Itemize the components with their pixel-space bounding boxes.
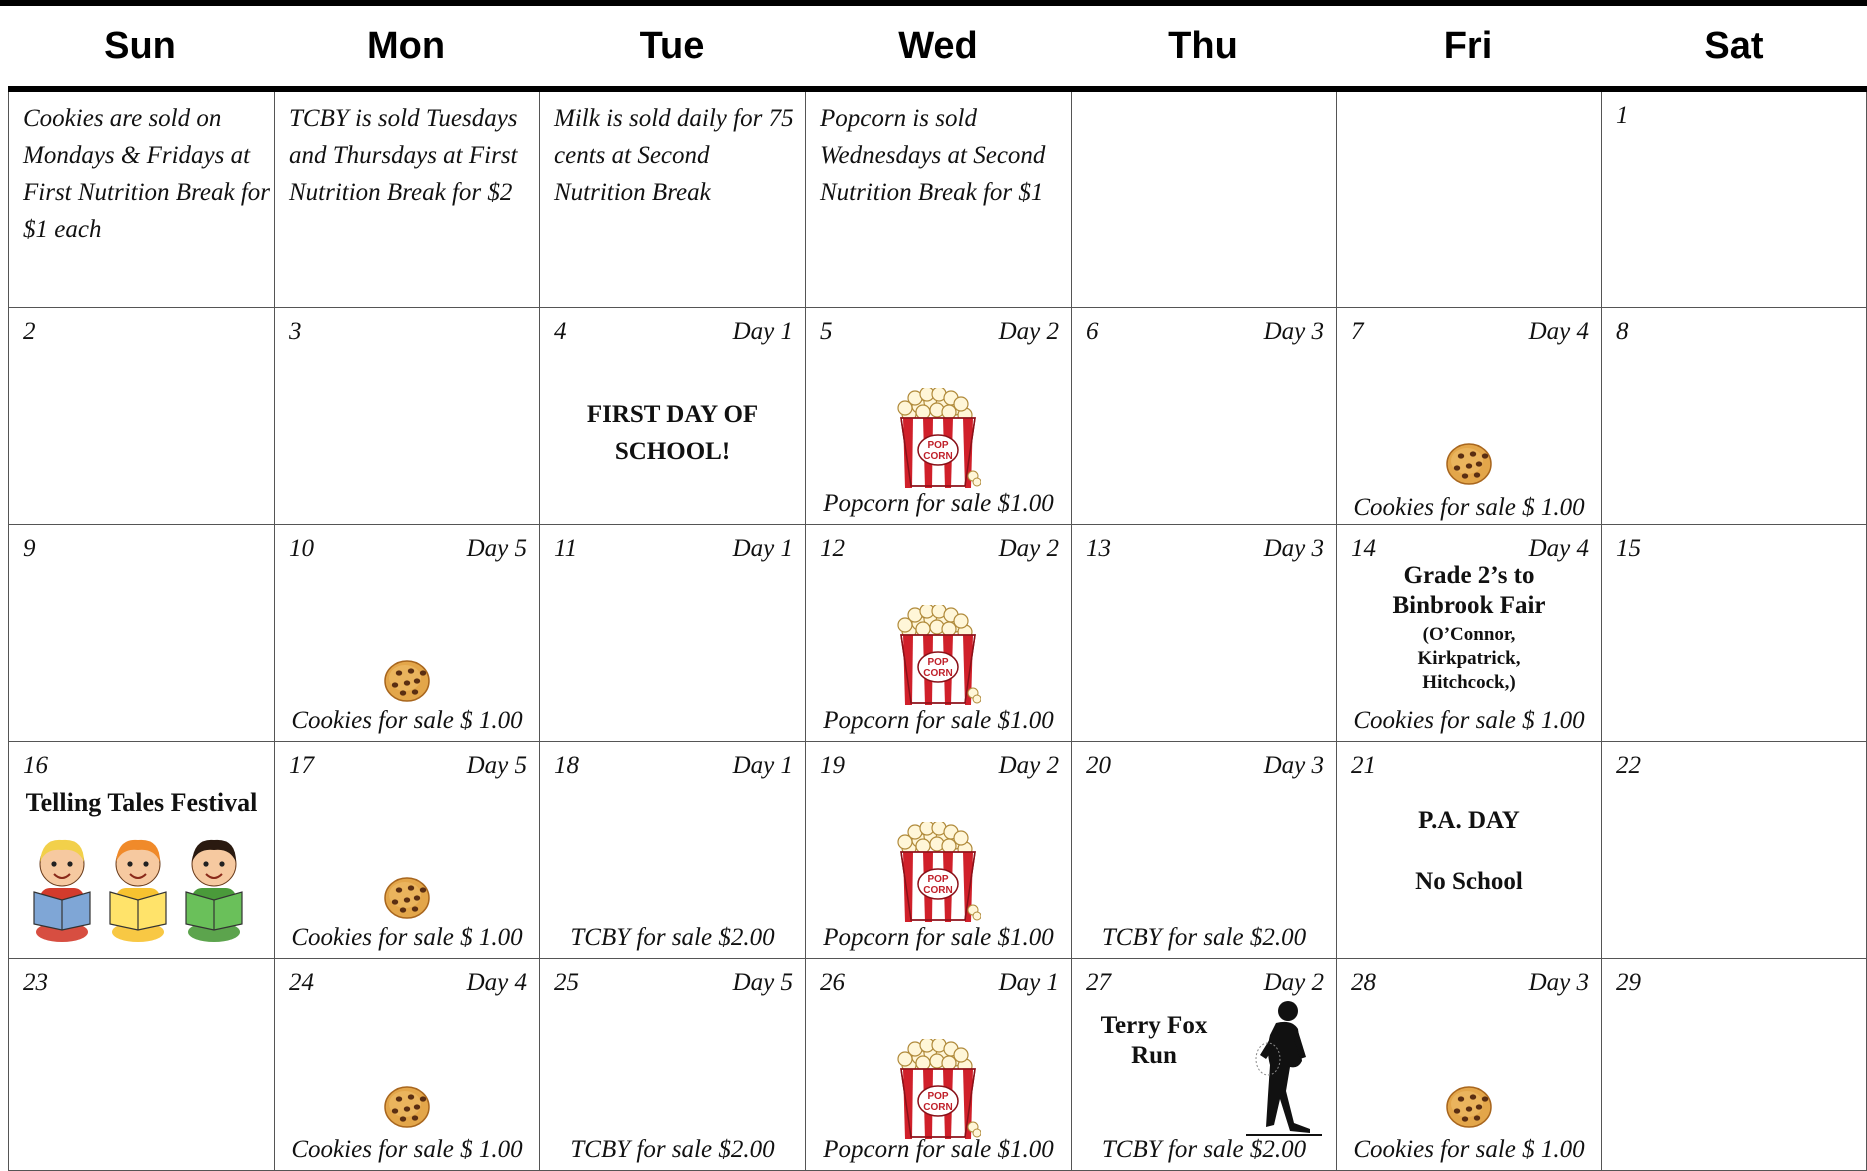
school-day-label: Day 3 [1263, 752, 1324, 779]
date-number: 18 [554, 752, 579, 779]
info-note: Milk is sold daily for 75 cents at Second Nutrition Break [554, 105, 794, 206]
school-day-label: Day 4 [1528, 318, 1589, 345]
sale-notice: TCBY for sale $2.00 [1101, 1136, 1307, 1163]
sale-notice: Cookies for sale $ 1.00 [1353, 1136, 1585, 1163]
weekday-header-sun: Sun [104, 24, 176, 67]
school-day-label: Day 4 [1528, 535, 1589, 562]
day-cell[interactable] [8, 92, 274, 308]
day-cell[interactable] [539, 92, 805, 308]
svg-text:POP: POP [926, 874, 949, 885]
cookie-icon [383, 1085, 431, 1134]
day-cell[interactable] [1601, 525, 1867, 742]
date-number: 2 [23, 318, 36, 345]
date-number: 25 [554, 969, 579, 996]
sale-notice: Popcorn for sale $1.00 [823, 924, 1054, 951]
date-number: 21 [1351, 752, 1376, 779]
date-number: 22 [1616, 752, 1641, 779]
day-cell[interactable] [1336, 525, 1601, 742]
sale-notice: Cookies for sale $ 1.00 [291, 1136, 523, 1163]
school-day-label: Day 3 [1263, 318, 1324, 345]
cookie-icon [1445, 1085, 1493, 1134]
event-detail: (O’Connor, Kirkpatrick, Hitchcock,) [1417, 624, 1521, 693]
sale-notice: Popcorn for sale $1.00 [823, 707, 1054, 734]
info-note: Popcorn is sold Wednesdays at Second Nutrition Break for $1 [820, 105, 1046, 206]
weekday-header-mon: Mon [366, 24, 446, 67]
school-day-label: Day 1 [732, 318, 793, 345]
sale-notice: TCBY for sale $2.00 [570, 924, 775, 951]
school-day-label: Day 1 [732, 535, 793, 562]
school-day-label: Day 5 [466, 535, 527, 562]
svg-text:POP: POP [926, 440, 949, 451]
day-cell[interactable] [8, 959, 274, 1171]
date-number: 29 [1616, 969, 1641, 996]
day-cell[interactable] [1336, 308, 1601, 525]
event-subtitle: No School [1415, 868, 1523, 895]
day-cell[interactable] [1071, 525, 1336, 742]
day-cell[interactable] [1071, 308, 1336, 525]
day-cell[interactable] [539, 308, 805, 525]
weekday-header-fri: Fri [1443, 24, 1493, 67]
weekday-header-wed: Wed [898, 24, 978, 67]
date-number: 14 [1351, 535, 1376, 562]
school-day-label: Day 3 [1528, 969, 1589, 996]
date-number: 6 [1086, 318, 1099, 345]
cookie-icon [383, 659, 431, 708]
popcorn-icon [897, 605, 981, 710]
date-number: 8 [1616, 318, 1629, 345]
day-cell[interactable] [1601, 742, 1867, 959]
day-cell[interactable] [1071, 742, 1336, 959]
date-number: 13 [1086, 535, 1111, 562]
school-day-label: Day 5 [466, 752, 527, 779]
date-number: 12 [820, 535, 845, 562]
day-cell[interactable] [1071, 959, 1336, 1171]
school-day-label: Day 4 [466, 969, 527, 996]
sale-notice: Cookies for sale $ 1.00 [1353, 707, 1585, 734]
day-cell[interactable] [539, 742, 805, 959]
date-number: 17 [289, 752, 314, 779]
day-cell[interactable] [8, 308, 274, 525]
sale-notice: TCBY for sale $2.00 [570, 1136, 775, 1163]
date-number: 9 [23, 535, 36, 562]
day-cell[interactable] [1071, 92, 1336, 308]
date-number: 20 [1086, 752, 1111, 779]
date-number: 15 [1616, 535, 1641, 562]
day-cell[interactable] [274, 525, 539, 742]
date-number: 4 [554, 318, 567, 345]
svg-text:CORN: CORN [922, 1102, 953, 1113]
school-day-label: Day 2 [1263, 969, 1324, 996]
date-number: 10 [289, 535, 314, 562]
date-number: 28 [1351, 969, 1376, 996]
day-cell[interactable] [1336, 742, 1601, 959]
day-cell[interactable] [805, 308, 1071, 525]
event-title: FIRST DAY OF SCHOOL! [586, 401, 759, 465]
sale-notice: Cookies for sale $ 1.00 [291, 707, 523, 734]
school-day-label: Day 3 [1263, 535, 1324, 562]
date-number: 1 [1616, 102, 1629, 129]
sale-notice: TCBY for sale $2.00 [1101, 924, 1307, 951]
event-title: Telling Tales Festival [25, 788, 258, 817]
date-number: 27 [1086, 969, 1111, 996]
day-cell[interactable] [1601, 959, 1867, 1171]
date-number: 26 [820, 969, 845, 996]
svg-text:CORN: CORN [922, 668, 953, 679]
date-number: 19 [820, 752, 845, 779]
sale-notice: Popcorn for sale $1.00 [823, 490, 1054, 517]
popcorn-icon [897, 822, 981, 927]
day-cell[interactable] [1601, 308, 1867, 525]
day-cell[interactable] [1601, 92, 1867, 308]
day-cell[interactable] [805, 525, 1071, 742]
weekday-header-thu: Thu [1168, 24, 1238, 67]
cookie-icon [1445, 442, 1493, 491]
weekday-header-sat: Sat [1704, 24, 1764, 67]
school-day-label: Day 2 [998, 752, 1059, 779]
day-cell[interactable] [1336, 959, 1601, 1171]
date-number: 11 [554, 535, 578, 562]
svg-text:POP: POP [926, 657, 949, 668]
day-cell[interactable] [805, 742, 1071, 959]
popcorn-icon [897, 388, 981, 493]
school-day-label: Day 1 [732, 752, 793, 779]
day-cell[interactable] [274, 92, 539, 308]
event-title: Grade 2’s to Binbrook Fair [1392, 562, 1546, 619]
cookie-icon [383, 876, 431, 925]
day-cell[interactable] [274, 308, 539, 525]
kids-reading-icon [32, 832, 252, 949]
info-note: Cookies are sold on Mondays & Fridays at First Nutrition Break for $1 each [23, 105, 270, 243]
day-cell[interactable] [274, 742, 539, 959]
sale-notice: Cookies for sale $ 1.00 [1353, 494, 1585, 521]
info-note: TCBY is sold Tuesdays and Thursdays at First Nutrition Break for $2 [289, 105, 518, 206]
event-title: P.A. DAY [1418, 807, 1520, 834]
popcorn-icon [897, 1039, 981, 1144]
day-cell[interactable] [8, 525, 274, 742]
date-number: 24 [289, 969, 314, 996]
date-number: 23 [23, 969, 48, 996]
weekday-header-tue: Tue [639, 24, 705, 67]
date-number: 3 [289, 318, 302, 345]
day-cell[interactable] [539, 525, 805, 742]
school-day-label: Day 2 [998, 318, 1059, 345]
runner-icon [1246, 999, 1322, 1142]
date-number: 5 [820, 318, 833, 345]
sale-notice: Popcorn for sale $1.00 [823, 1136, 1054, 1163]
date-number: 7 [1351, 318, 1364, 345]
day-cell[interactable] [274, 959, 539, 1171]
svg-text:CORN: CORN [922, 451, 953, 462]
svg-text:POP: POP [926, 1091, 949, 1102]
day-cell[interactable] [8, 742, 274, 959]
school-day-label: Day 5 [732, 969, 793, 996]
day-cell[interactable] [1336, 92, 1601, 308]
date-number: 16 [23, 752, 48, 779]
school-day-label: Day 1 [998, 969, 1059, 996]
school-day-label: Day 2 [998, 535, 1059, 562]
day-cell[interactable] [805, 92, 1071, 308]
svg-text:CORN: CORN [922, 885, 953, 896]
day-cell[interactable] [539, 959, 805, 1171]
sale-notice: Cookies for sale $ 1.00 [291, 924, 523, 951]
day-cell[interactable] [805, 959, 1071, 1171]
event-title: Terry Fox Run [1100, 1012, 1208, 1069]
